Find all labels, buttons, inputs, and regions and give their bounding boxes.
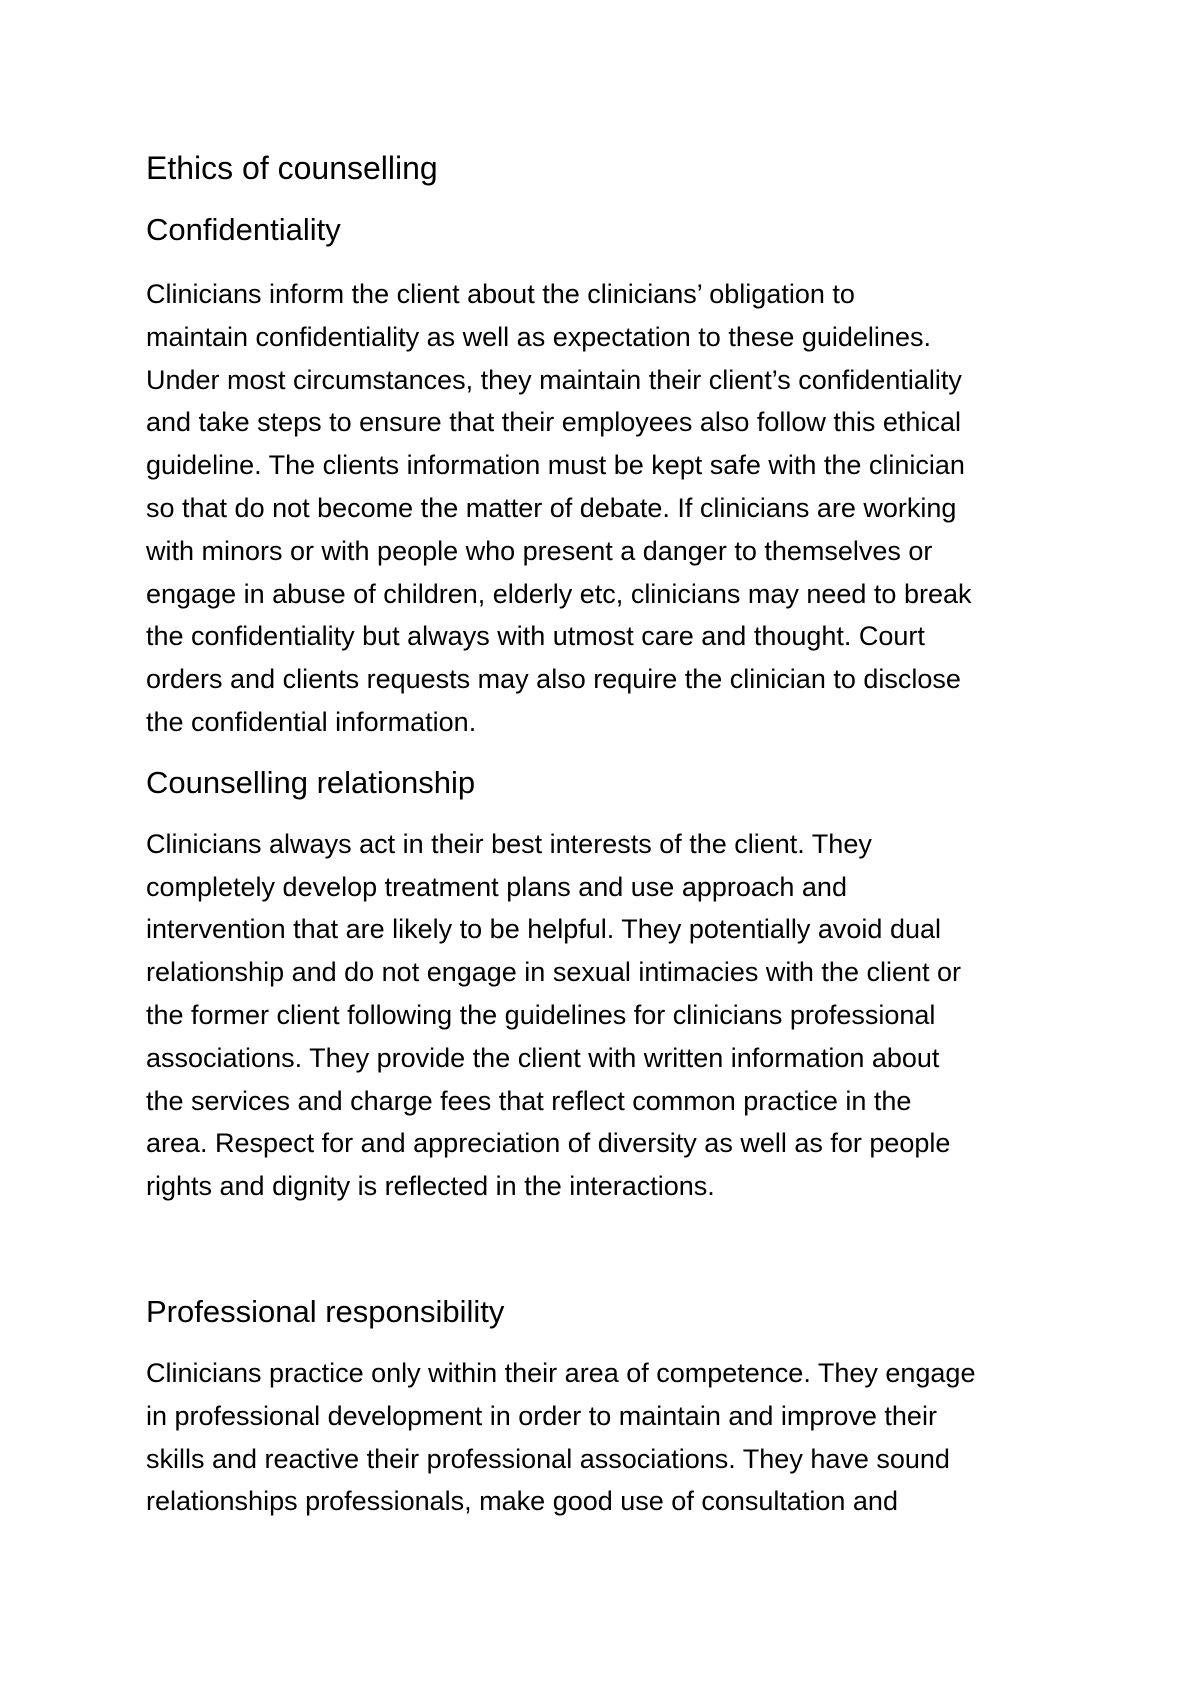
text-line: guideline. The clients information must be kept safe with the clinician bbox=[146, 450, 965, 481]
text-line: relationships professionals, make good use of consultation and bbox=[146, 1486, 898, 1517]
text-line: rights and dignity is reflected in the interactions. bbox=[146, 1171, 715, 1202]
section-heading-professional-responsibility: Professional responsibility bbox=[146, 1293, 505, 1329]
text-line: orders and clients requests may also require the clinician to disclose bbox=[146, 664, 961, 695]
text-line: the former client following the guidelines for clinicians professional bbox=[146, 999, 936, 1030]
text-line: Clinicians always act in their best interests of the client. They bbox=[146, 828, 872, 859]
text-line: associations. They provide the client with written information about bbox=[146, 1042, 940, 1073]
text-line: and take steps to ensure that their employees also follow this ethical bbox=[146, 407, 961, 438]
section-heading-counselling-relationship: Counselling relationship bbox=[146, 764, 476, 800]
text-line: Clinicians inform the client about the clinicians’ obligation to bbox=[146, 279, 855, 309]
text-line: Clinicians practice only within their area of competence. They engage bbox=[146, 1357, 976, 1388]
text-line: intervention that are likely to be helpful. They potentially avoid dual bbox=[146, 914, 941, 945]
document-body bbox=[146, 148, 1076, 1523]
paragraph-confidentiality bbox=[146, 273, 1076, 744]
text-line: area. Respect for and appreciation of diversity as well as for people bbox=[146, 1128, 951, 1159]
text-line: the services and charge fees that reflect common practice in the bbox=[146, 1085, 912, 1116]
text-line: with minors or with people who present a danger to themselves or bbox=[146, 535, 933, 566]
text-line: so that do not become the matter of debate. If clinicians are working bbox=[146, 492, 957, 523]
text-line: Under most circumstances, they maintain their client’s confidentiality bbox=[146, 364, 962, 395]
text-line: skills and reactive their professional associations. They have sound bbox=[146, 1443, 950, 1474]
paragraph-professional-responsibility bbox=[146, 1352, 1076, 1523]
text-line: maintain confidentiality as well as expectation to these guidelines. bbox=[146, 321, 931, 352]
text-line: completely develop treatment plans and use approach and bbox=[146, 871, 847, 902]
text-line: engage in abuse of children, elderly etc, clinicians may need to break bbox=[146, 578, 972, 609]
paragraph-counselling-relationship bbox=[146, 823, 1076, 1208]
section-heading-confidentiality: Confidentiality bbox=[146, 212, 341, 247]
text-line: in professional development in order to maintain and improve their bbox=[146, 1400, 937, 1431]
text-line: the confidential information. bbox=[146, 706, 477, 737]
document-title: Ethics of counselling bbox=[146, 150, 438, 186]
text-line: relationship and do not engage in sexual intimacies with the client or bbox=[146, 957, 961, 988]
text-line: the confidentiality but always with utmost care and thought. Court bbox=[146, 621, 925, 652]
